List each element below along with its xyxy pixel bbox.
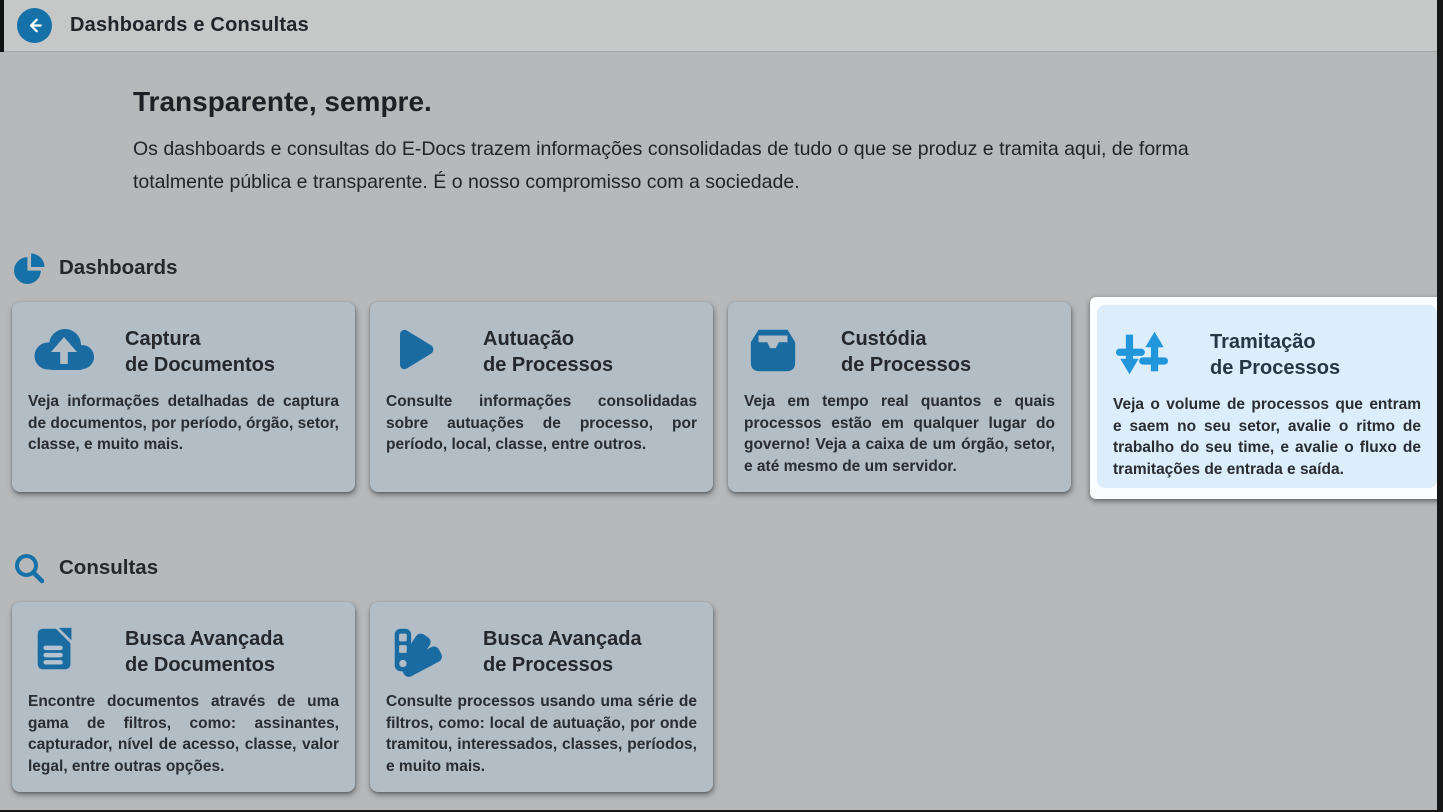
card-custodia-de-processos[interactable]: [728, 302, 1071, 492]
section-label: Consultas: [59, 556, 159, 579]
hero-section: [0, 52, 1443, 199]
card-busca-avancada-de-processos[interactable]: [370, 602, 713, 792]
swatches-icon: [386, 623, 458, 677]
section-header-consultas: [13, 551, 1443, 585]
cloud-upload-icon: [28, 323, 100, 377]
card-title: Captura de Documentos: [125, 328, 276, 376]
consultas-cards-row: [12, 602, 1443, 792]
card-title: Busca Avançada de Documentos: [125, 628, 284, 676]
play-icon: [386, 323, 458, 377]
card-description: Consulte informações consolidadas sobre autuações de processo, por período, local, classe, entre outros.: [386, 393, 697, 453]
card-captura-de-documentos[interactable]: [12, 302, 355, 492]
document-lines-icon: [28, 623, 100, 677]
section-header-dashboards: [13, 251, 1443, 285]
back-button[interactable]: [17, 8, 52, 43]
screen-edge-right: [1437, 0, 1443, 812]
card-title: Custódia de Processos: [841, 328, 972, 376]
card-title: Busca Avançada de Processos: [483, 628, 642, 676]
card-tramitacao-de-processos[interactable]: [1097, 305, 1437, 488]
section-label: Dashboards: [59, 256, 178, 279]
pie-chart-icon: [13, 252, 46, 285]
hero-description: Os dashboards e consultas do E-Docs trazem informações consolidadas de tudo o que se produz e tramita aqui, de forma totalmente pública e transparente. É o nosso compromisso com a sociedade.: [133, 138, 1189, 193]
card-description: Veja em tempo real quantos e quais processos estão em qualquer lugar do governo! Veja a caixa de um órgão, setor, e até mesmo de um servidor.: [744, 393, 1055, 475]
page-title: Dashboards e Consultas: [70, 14, 309, 36]
card-title: Tramitação de Processos: [1210, 331, 1341, 379]
card-busca-avancada-de-documentos[interactable]: [12, 602, 355, 792]
card-autuacao-de-processos[interactable]: [370, 302, 713, 492]
dashboards-cards-row: [12, 302, 1443, 499]
card-description: Encontre documentos através de uma gama de filtros, como: assinantes, capturador, nível de acesso, classe, valor legal, entre outras opções.: [28, 693, 339, 775]
topbar: [0, 0, 1443, 52]
card-description: Veja o volume de processos que entram e saem no seu setor, avalie o ritmo de trabalho do seu time, e avalie o fluxo de tramitações de entrada e saída.: [1113, 396, 1421, 478]
card-description: Veja informações detalhadas de captura de documentos, por período, órgão, setor, classe, e muito mais.: [28, 393, 339, 453]
screen-edge-left: [0, 0, 4, 52]
inbox-icon: [744, 323, 816, 377]
arrow-left-icon: [24, 15, 45, 36]
card-description: Consulte processos usando uma série de filtros, como: local de autuação, por onde tramitou, interessados, classes, períodos, e muito mais.: [386, 693, 697, 775]
transfer-arrows-icon: [1113, 326, 1185, 380]
spotlight-halo: [1090, 297, 1443, 499]
hero-title: Transparente, sempre.: [133, 86, 432, 117]
search-icon: [13, 552, 46, 585]
card-title: Autuação de Processos: [483, 328, 614, 376]
